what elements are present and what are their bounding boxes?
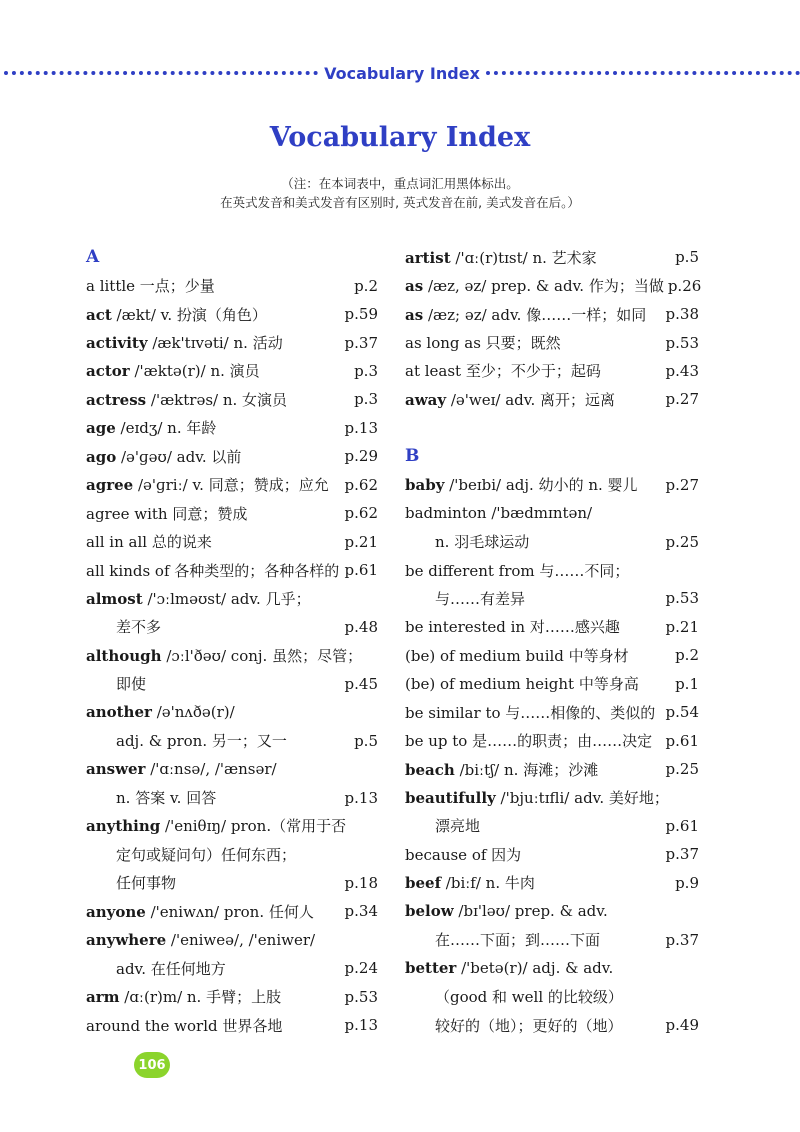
entry-page: p.53 [665,589,699,608]
entry-headword: anything [86,817,161,836]
index-entry [405,584,699,612]
index-entry [86,869,378,897]
entry-definition: /biːtʃ/ n. 海滩；沙滩 [454,760,599,779]
entry-definition: /eɪdʒ/ n. 年龄 [115,419,217,438]
entry-page: p.45 [344,674,378,693]
entry-text [86,560,341,581]
entry-definition: adj. & pron. 另一；又一 [116,732,287,751]
entry-text [405,531,662,552]
index-entry [405,926,699,954]
entry-definition: be similar to 与……相像的、类似的 [405,703,656,722]
entry-headword: below [405,902,454,921]
entry-page: p.48 [344,617,378,636]
entry-page: p.13 [344,1016,378,1035]
entry-text [86,389,350,410]
entry-text [405,929,662,950]
entry-definition: /'eniwʌn/ pron. 任何人 [145,902,314,921]
index-entry [86,840,378,868]
entry-headword: better [405,959,457,978]
entry-definition: /ə'ɡəʊ/ adv. 以前 [116,447,242,466]
entry-definition: （good 和 well 的比较级） [435,988,623,1007]
entry-page: p.43 [665,361,699,380]
entry-page: p.27 [665,475,699,494]
entry-text [405,959,695,977]
index-entry [405,726,699,754]
entry-headword: baby [405,476,445,495]
entry-text [86,844,374,865]
entry-text [86,531,341,552]
section-letter [86,243,378,271]
index-entry [86,641,378,669]
header-dots-left [4,71,318,75]
index-entry [86,726,378,754]
entry-definition: /'ɑː(r)tɪst/ n. 艺术家 [450,248,597,267]
entry-page: p.26 [667,276,702,295]
entry-page: p.5 [675,248,699,267]
index-entry [405,613,699,641]
header-title: Vocabulary Index [324,63,480,83]
entry-page: p.38 [665,305,699,324]
entry-definition: n. 羽毛球运动 [435,533,530,552]
index-entry [86,613,378,641]
entry-text [405,616,662,637]
entry-text [86,616,341,637]
entry-definition: /biːf/ n. 牛肉 [441,874,535,893]
spacer [405,414,699,442]
index-entry [405,812,699,840]
section-letter-text: B [405,446,420,467]
entry-definition: /ækt/ v. 扮演（角色） [111,305,267,324]
index-entry [86,670,378,698]
index-entry [86,812,378,840]
index-entry [86,1011,378,1039]
entry-headword: artist [405,248,451,267]
index-entry [405,385,699,413]
entry-headword: actress [86,390,147,409]
entry-definition: /ɑː(r)m/ n. 手臂；上肢 [119,988,282,1007]
entry-definition: 差不多 [116,618,162,637]
entry-definition: /æz; əz/ adv. 像……一样；如同 [423,305,647,324]
entry-text [86,417,341,438]
entry-text [86,332,341,353]
entry-definition: at least 至少；不少于；起码 [405,362,601,381]
entry-page: p.9 [675,873,699,892]
entry-page: p.18 [344,873,378,892]
entry-definition: /ə'ɡriː/ v. 同意；赞成；应允 [133,476,329,495]
entry-text [86,446,341,467]
entry-page: p.25 [665,760,699,779]
index-entry [86,328,378,356]
section-letter [405,442,699,470]
note-line-2: 在英式发音和美式发音有区别时, 英式发音在前, 美式发音在后。） [220,195,580,210]
entry-definition: be up to 是……的职责；由……决定 [405,732,653,751]
entry-text [405,645,671,666]
entry-text [86,360,350,381]
entry-text [405,304,662,325]
entry-text [86,304,341,325]
index-entry [86,357,378,385]
entry-text [86,275,350,296]
entry-page: p.62 [344,504,378,523]
index-entry [86,698,378,726]
entry-text [86,931,374,949]
index-entry [86,556,378,584]
entry-definition: /'eniθɪŋ/ pron.（常用于否 [160,817,347,836]
note-line-1: （注：在本词表中，重点词汇用黑体标出。 [281,176,519,191]
index-column-right [405,243,702,1039]
index-entry [86,385,378,413]
entry-page: p.13 [344,418,378,437]
entry-text [405,815,662,836]
entry-text [86,1015,341,1036]
entry-definition: /'eniweə/, /'eniwer/ [166,930,316,949]
index-entry [86,471,378,499]
entry-text [405,759,662,780]
entry-page: p.61 [344,561,378,580]
entry-definition: /æk'tɪvəti/ n. 活动 [147,334,283,353]
entry-page: p.34 [344,902,378,921]
index-entry [405,300,699,328]
entry-headword: almost [86,589,143,608]
index-entry [405,982,699,1010]
index-entry [86,926,378,954]
running-header [0,58,800,88]
entry-headword: answer [86,760,146,779]
entry-headword: beautifully [405,789,496,808]
entry-headword: age [86,419,116,438]
entry-text [86,872,341,893]
entry-page: p.59 [344,305,378,324]
entry-text [86,730,350,751]
entry-definition: 与……有差异 [435,589,526,608]
entry-headword: away [405,390,447,409]
entry-page: p.27 [665,390,699,409]
entry-text [86,588,374,609]
entry-text [405,389,662,410]
entry-definition: /ə'nʌðə(r)/ [151,703,235,722]
entry-text [405,787,695,808]
entry-definition: be different from 与……不同； [405,561,630,580]
index-entry [86,783,378,811]
entry-text [86,474,341,495]
entry-headword: activity [86,334,148,353]
entry-text [405,332,662,353]
entry-text [405,247,671,268]
entry-definition: adv. 在任何地方 [116,959,226,978]
index-entry [405,670,699,698]
entry-definition: /æz, əz/ prep. & adv. 作为；当做 [423,277,664,296]
entry-page: p.62 [344,475,378,494]
index-entry [405,471,699,499]
entry-text [86,958,341,979]
entry-headword: actor [86,362,130,381]
entry-text [405,902,695,920]
entry-page: p.25 [665,532,699,551]
entry-definition: 定句或疑问句）任何东西； [116,845,297,864]
index-entry [86,755,378,783]
entry-page: p.2 [354,276,378,295]
entry-page: p.49 [665,1016,699,1035]
entry-text [405,504,695,522]
entry-headword: another [86,703,152,722]
entry-page: p.37 [665,930,699,949]
entry-text [86,673,341,694]
entry-definition: (be) of medium height 中等身高 [405,675,639,694]
entry-headword: although [86,646,162,665]
entry-headword: agree [86,476,134,495]
index-entry [86,584,378,612]
entry-definition: agree with 同意；赞成 [86,504,248,523]
index-entry [405,755,699,783]
entry-page: p.37 [665,845,699,864]
entry-text [86,986,341,1007]
entry-page: p.61 [665,816,699,835]
entry-page: p.61 [665,731,699,750]
entry-headword: anywhere [86,930,167,949]
index-entry [405,556,699,584]
entry-definition: /bɪ'ləʊ/ prep. & adv. [453,902,608,921]
entry-definition: 在……下面；到……下面 [435,931,601,950]
page-number-badge: 106 [134,1052,170,1078]
entry-text [405,673,671,694]
entry-text [405,1015,662,1036]
entry-headword: act [86,305,112,324]
index-entry [86,897,378,925]
entry-headword: beach [405,760,455,779]
entry-definition: /'ɔːlməʊst/ adv. 几乎； [142,589,311,608]
index-entry [405,499,699,527]
entry-headword: ago [86,447,117,466]
entry-page: p.29 [344,447,378,466]
entry-definition: /'betə(r)/ adj. & adv. [456,959,614,978]
entry-definition: /'bjuːtɪfli/ adv. 美好地； [495,789,669,808]
index-entry [405,869,699,897]
index-entry [405,954,699,982]
entry-definition: all kinds of 各种类型的；各种各样的 [86,561,340,580]
index-entry [405,357,699,385]
entry-headword: beef [405,874,442,893]
entry-headword: anyone [86,902,146,921]
index-entry [86,954,378,982]
entry-text [86,645,374,666]
entry-text [405,275,664,296]
entry-page: p.5 [354,731,378,750]
entry-page: p.21 [344,532,378,551]
entry-definition: all in all 总的说来 [86,533,212,552]
entry-text [405,986,695,1007]
entry-definition: /ɔːl'ðəʊ/ conj. 虽然；尽管； [161,646,363,665]
index-entry [86,442,378,470]
entry-text [86,503,341,524]
index-entry [86,414,378,442]
entry-definition: 即使 [116,675,147,694]
entry-text [405,702,662,723]
entry-text [405,560,695,581]
entry-page: p.37 [344,333,378,352]
entry-definition: /'æktə(r)/ n. 演员 [129,362,260,381]
index-entry [405,840,699,868]
entry-definition: be interested in 对……感兴趣 [405,618,620,637]
index-column-left [86,243,378,1039]
entry-definition: around the world 世界各地 [86,1016,283,1035]
index-entry [405,641,699,669]
entry-text [86,703,374,721]
entry-page: p.1 [675,674,699,693]
section-letter-text: A [86,247,100,268]
entry-definition: a little 一点；少量 [86,277,215,296]
entry-page: p.24 [344,959,378,978]
entry-text [405,872,671,893]
index-entry [86,271,378,299]
index-entry [405,527,699,555]
entry-page: p.21 [665,617,699,636]
entry-definition: 任何事物 [116,874,177,893]
entry-definition: as long as 只要；既然 [405,334,561,353]
entry-definition: (be) of medium build 中等身材 [405,646,629,665]
entry-text [86,787,341,808]
entry-page: p.54 [665,703,699,722]
entry-headword: as [405,277,424,296]
index-entry [86,527,378,555]
entry-headword: as [405,305,424,324]
page-title: Vocabulary Index [269,122,531,153]
index-entry [405,783,699,811]
entry-definition: n. 答案 v. 回答 [116,789,217,808]
entry-page: p.2 [675,646,699,665]
entry-page: p.13 [344,788,378,807]
entry-definition: 较好的（地）；更好的（地） [435,1016,623,1035]
header-dots-right [486,71,800,75]
entry-page: p.53 [344,987,378,1006]
entry-text [405,474,662,495]
entry-definition: /'beɪbi/ adj. 幼小的 n. 婴儿 [444,476,638,495]
index-entry [86,499,378,527]
index-entry [86,982,378,1010]
entry-page: p.53 [665,333,699,352]
entry-page: p.3 [354,390,378,409]
index-entry [405,243,699,271]
entry-text [405,588,662,609]
entry-text [405,360,662,381]
entry-definition: /'æktrəs/ n. 女演员 [146,390,288,409]
entry-text [405,844,662,865]
entry-headword: arm [86,988,120,1007]
entry-text [405,730,662,751]
entry-definition: because of 因为 [405,845,522,864]
index-entry [405,897,699,925]
entry-definition: 漂亮地 [435,817,481,836]
index-entry [86,300,378,328]
entry-definition: badminton /'bædmɪntən/ [405,504,593,523]
entry-text [86,760,374,778]
index-entry [405,1011,699,1039]
index-entry [405,328,699,356]
entry-page: p.3 [354,361,378,380]
index-entry [405,698,699,726]
entry-definition: /ə'weɪ/ adv. 离开；远离 [446,390,616,409]
index-entry [405,271,702,299]
entry-definition: /'ɑːnsə/, /'ænsər/ [145,760,277,779]
entry-text [86,815,374,836]
entry-text [86,901,341,922]
